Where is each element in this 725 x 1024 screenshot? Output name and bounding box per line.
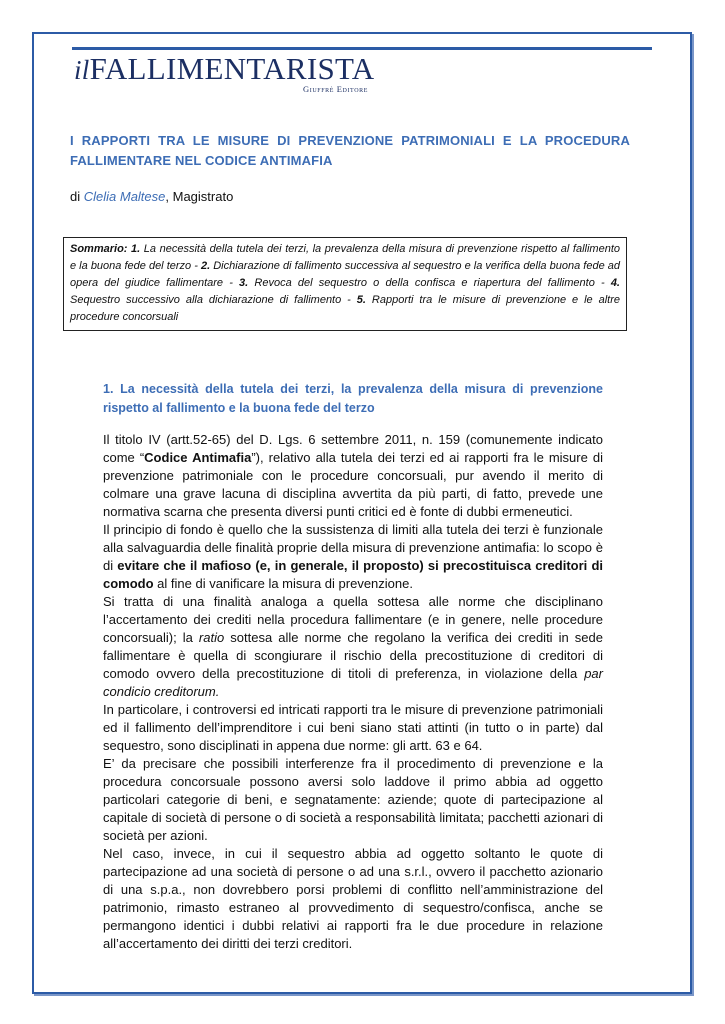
- emphasis-text: Codice Antimafia: [144, 450, 252, 465]
- section-heading: 1. La necessità della tutela dei terzi, la prevalenza della misura di prevenzione rispetto al fallimento e la buona fede del terzo: [103, 382, 603, 415]
- summary-item-text: La necessità della tutela dei terzi, la prevalenza della misura di prevenzione rispetto al fallimento e la buona fede del terzo -: [70, 243, 620, 272]
- summary-label: Sommario:: [70, 243, 128, 255]
- paragraph-text: al fine di vanificare la misura di prevenzione.: [153, 576, 413, 591]
- header-rule: [72, 47, 652, 50]
- paragraph-text: Il principio di fondo è quello che la sussistenza di limiti alla tutela dei terzi è funzionale alla salvaguardia delle finalità proprie della misura di prevenzione antimafia: lo scopo è di: [103, 522, 603, 573]
- logo-prefix: il: [74, 55, 90, 85]
- summary-item-text: Dichiarazione di fallimento successiva al sequestro e la verifica della buona fede ad opera del giudice fallimentare -: [70, 260, 620, 289]
- emphasis-text: evitare che il mafioso (e, in generale, il proposto) si precostituisca creditori di comodo: [103, 558, 603, 591]
- paragraph: E’ da precisare che possibili interferenze fra il procedimento di prevenzione e la procedura concorsuale possono aversi solo laddove il primo abbia ad oggetto particolari categorie di beni, e segnatamente: aziende; quote di partecipazione al capitale di società di persone o di società a responsabilità limitata; pacchetti azionari di società per azioni.: [103, 756, 603, 843]
- summary-item-number: 4.: [610, 277, 620, 289]
- paragraph-text: Il titolo IV (artt.52-65) del D. Lgs. 6 settembre 2011, n. 159 (comunemente indicato come “: [103, 432, 603, 465]
- paragraph-text: Si tratta di una finalità analoga a quella sottesa alle norme che disciplinano l’accertamento dei crediti nella procedura fallimentare (e in genere, nelle procedure concorsuali); la: [103, 594, 603, 645]
- paragraph: [103, 521, 603, 593]
- logo-wordmark: [74, 52, 374, 87]
- italic-text: ratio: [198, 630, 225, 645]
- byline-prefix: di: [70, 189, 84, 204]
- article-body: [103, 431, 603, 953]
- summary-item-text: Rapporti tra le misure di prevenzione e le altre procedure concorsuali: [70, 294, 620, 323]
- paragraph: Nel caso, invece, in cui il sequestro abbia ad oggetto soltanto le quote di partecipazione ad una società di persone o ad una s.r.l., ovvero il pacchetto azionario di una s.p.a., non dovrebbero porsi problemi di conflitto nell’amministrazione del patrimonio, rimasto estraneo al provvedimento di sequestro/confisca, anche se permangono identici i dubbi relativi ai rapporti fra le due procedure in relazione all’accertamento dei diritti dei terzi creditori.: [103, 846, 603, 951]
- paragraph-text: sottesa alle norme che regolano la verifica dei crediti in sede fallimentare è quella di scongiurare il rischio della precostituzione di creditori di comodo ovvero della precostituzione di titoli di preferenza, in violazione della: [103, 630, 603, 681]
- summary-item-number: 5.: [356, 294, 366, 306]
- article-title: I RAPPORTI TRA LE MISURE DI PREVENZIONE PATRIMONIALI E LA PROCEDURA FALLIMENTARE NEL CODICE ANTIMAFIA: [70, 133, 630, 168]
- summary-item-text: Revoca del sequestro o della confisca e riapertura del fallimento -: [248, 277, 611, 289]
- publisher-logo: [74, 52, 374, 100]
- logo-subtitle: Giuffrè Editore: [302, 84, 368, 94]
- paragraph: [103, 593, 603, 701]
- paragraph: [103, 431, 603, 521]
- byline-suffix: , Magistrato: [165, 189, 234, 204]
- byline: [70, 188, 233, 206]
- summary-item-number: 2.: [200, 260, 211, 272]
- summary-item-number: 3.: [239, 277, 249, 289]
- paragraph-text: ”), relativo alla tutela dei terzi ed ai rapporti fra le misure di prevenzione patrimoniale con le procedure concorsuali, pur avendo il merito di colmare una grave lacuna di disciplina avvertita da più parti, di fatto, prevede une normativa scarna che presenta diversi punti critici ed è fonte di dubbi ermeneutici.: [103, 450, 604, 519]
- logo-main-text: FALLIMENTARISTA: [89, 51, 375, 86]
- summary-item-text: Sequestro successivo alla dichiarazione di fallimento -: [70, 294, 357, 306]
- italic-text: par condicio creditorum.: [103, 666, 603, 699]
- author-link[interactable]: Clelia Maltese: [83, 189, 166, 204]
- summary-box: [63, 237, 627, 331]
- paragraph: In particolare, i controversi ed intricati rapporti tra le misure di prevenzione patrimoniali ed il fallimento dell’imprenditore i cui beni siano stati attinti (in tutto o in parte) dal sequestro, sono disciplinati in appena due norme: gli artt. 63 e 64.: [103, 702, 603, 753]
- summary-item-number: 1.: [131, 243, 141, 255]
